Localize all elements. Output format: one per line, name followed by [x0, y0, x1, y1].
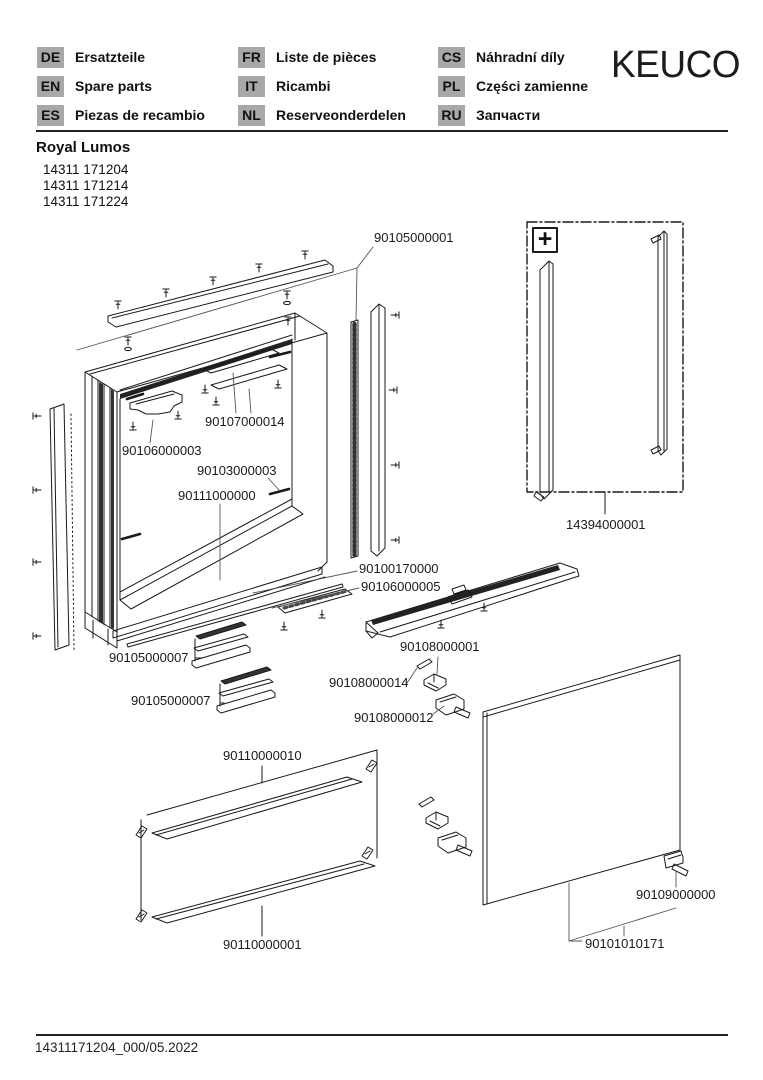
part-label-90108000012: 90108000012 [354, 710, 434, 725]
accessory-box [527, 222, 683, 514]
footer-divider [36, 1034, 728, 1036]
language-label: Запчасти [476, 107, 541, 123]
part-label-90109000000: 90109000000 [636, 887, 716, 902]
language-code-badge: IT [238, 76, 265, 97]
product-name: Royal Lumos [36, 139, 131, 156]
mirror-door [483, 655, 688, 905]
part-label-90105000001: 90105000001 [374, 230, 454, 245]
side-strip-left [33, 404, 74, 650]
part-label-90107000014: 90107000014 [205, 414, 285, 429]
language-label: Reserveonderdelen [276, 107, 406, 123]
keuco-logo: KEUCO [611, 43, 741, 86]
language-code-badge: DE [37, 47, 64, 68]
top-cover-strip [108, 251, 333, 351]
language-code-badge: NL [238, 105, 265, 126]
model-number: 14311 171204 [43, 162, 129, 177]
part-label-90106000005: 90106000005 [361, 579, 441, 594]
language-label: Piezas de recambio [75, 107, 205, 123]
part-label-90111000000: 90111000000 [178, 488, 256, 503]
part-label-90105000007-a: 90105000007 [109, 650, 189, 665]
profile-strips-group-1 [192, 622, 250, 668]
led-strip-right [351, 320, 358, 558]
language-code-badge: RU [438, 105, 465, 126]
language-label: Ricambi [276, 78, 331, 94]
language-label: Części zamienne [476, 78, 589, 94]
document-number: 14311171204_000/05.2022 [35, 1040, 199, 1055]
part-label-90110000010: 90110000010 [223, 748, 302, 763]
profile-strips-group-2 [217, 667, 275, 713]
language-label: Náhradní díly [476, 49, 565, 65]
glass-shelves [136, 750, 377, 936]
part-label-90108000014: 90108000014 [329, 675, 409, 690]
hinge-parts-2 [419, 797, 472, 856]
part-label-90103000003: 90103000003 [197, 463, 277, 478]
language-code-badge: EN [37, 76, 64, 97]
language-code-badge: PL [438, 76, 465, 97]
language-label: Spare parts [75, 78, 153, 94]
language-code-badge: FR [238, 47, 265, 68]
model-number: 14311 171224 [43, 194, 129, 209]
part-label-90105000007-b: 90105000007 [131, 693, 211, 708]
part-label-90100170000: 90100170000 [359, 561, 439, 576]
part-label-14394000001: 14394000001 [566, 517, 646, 532]
language-label: Liste de pièces [276, 49, 377, 65]
part-label-90110000001: 90110000001 [223, 937, 302, 952]
language-code-badge: CS [438, 47, 465, 68]
part-label-90106000003: 90106000003 [122, 443, 202, 458]
language-code-badge: ES [37, 105, 64, 126]
part-label-90108000001: 90108000001 [400, 639, 480, 654]
language-label: Ersatzteile [75, 49, 146, 65]
bottom-rail-parts [127, 584, 352, 647]
plus-icon: + [537, 225, 553, 253]
side-profile-right [371, 304, 399, 556]
cabinet-body [85, 313, 327, 648]
part-label-90101010171: 90101010171 [585, 936, 665, 951]
model-number: 14311 171214 [43, 178, 129, 193]
